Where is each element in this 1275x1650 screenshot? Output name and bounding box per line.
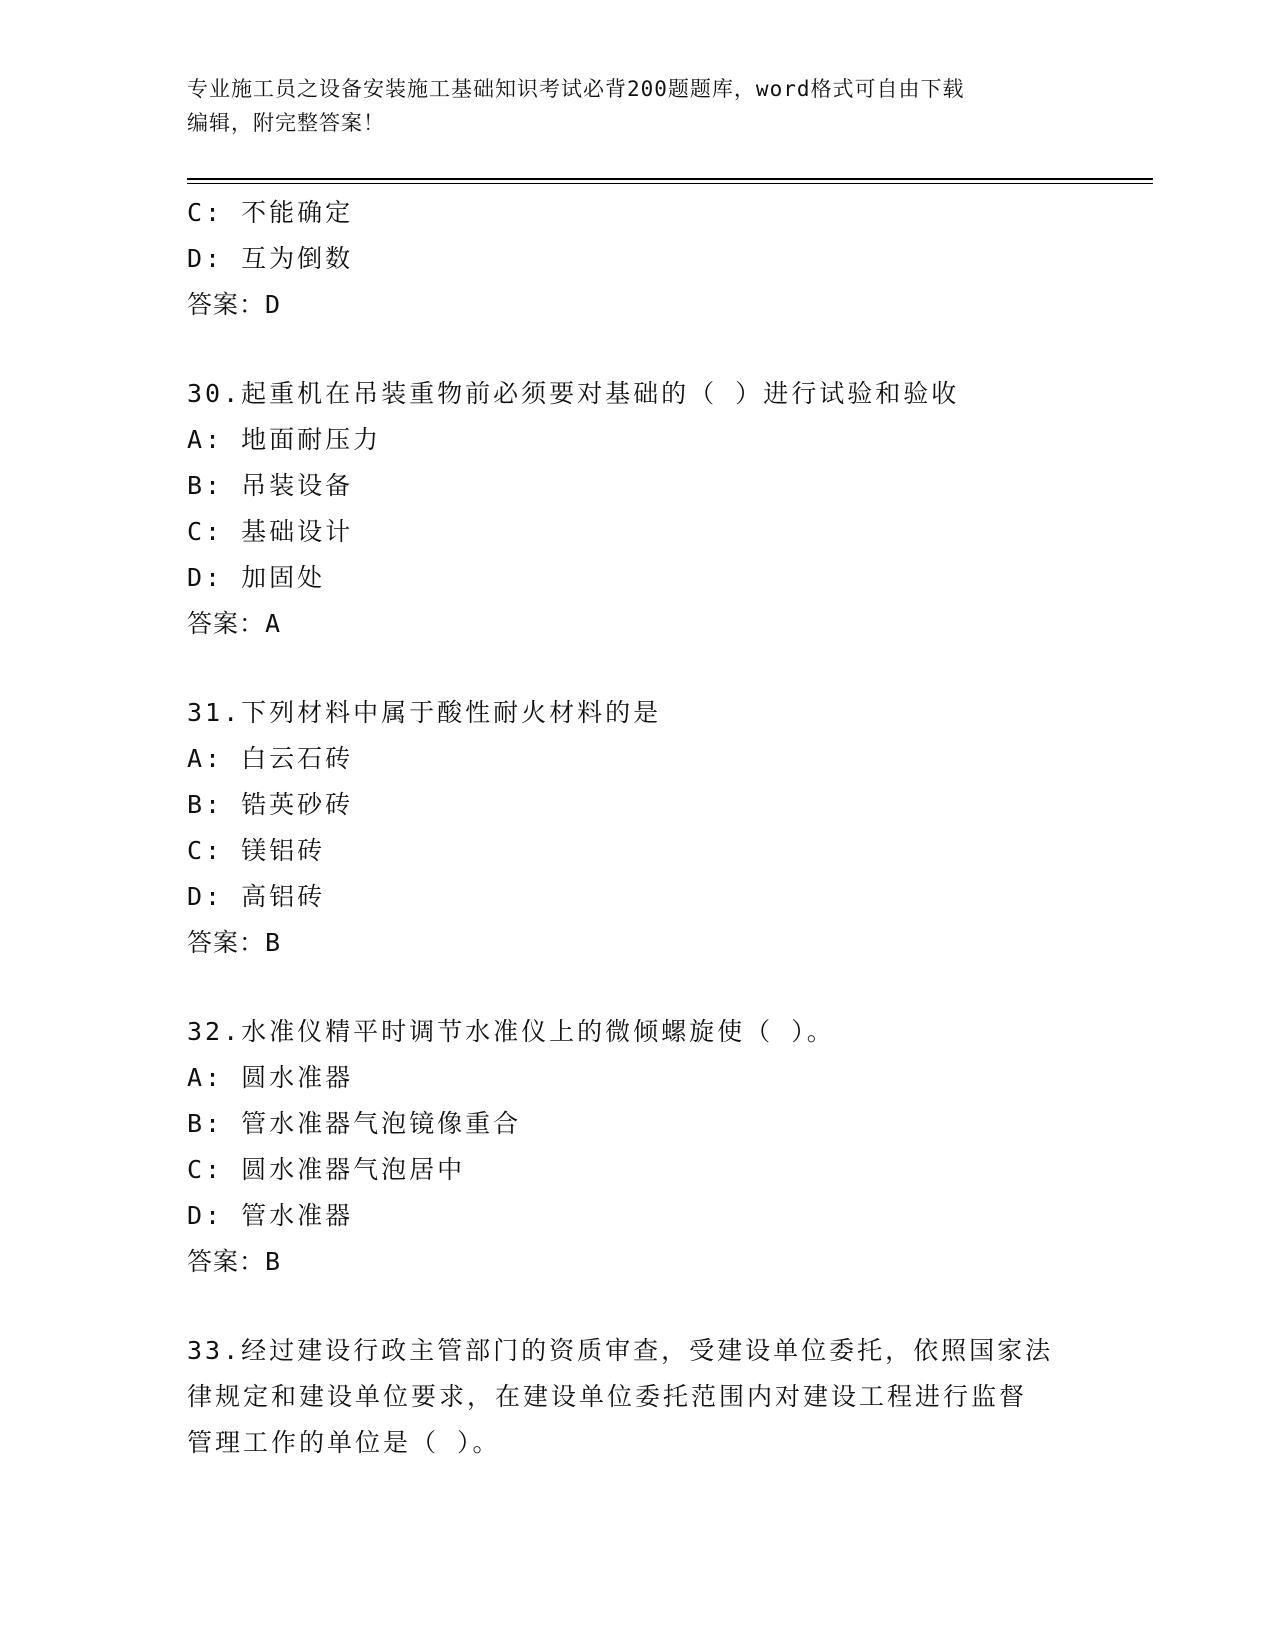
option-a: A: 圆水准器 [187,1063,354,1092]
option-c: C: 不能确定 [187,198,354,227]
document-body [187,190,1087,1466]
option-b: B: 管水准器气泡镜像重合 [187,1109,522,1138]
header-line-2: 编辑，附完整答案！ [187,111,385,135]
question-stem-line-1: 33.经过建设行政主管部门的资质审查，受建设单位委托，依照国家法 [187,1336,1054,1365]
spacer [187,966,1087,1009]
option-b: B: 吊装设备 [187,471,354,500]
question-30 [187,371,1087,647]
question-29-continued [187,190,1087,328]
question-32 [187,1009,1087,1285]
question-stem: 31.下列材料中属于酸性耐火材料的是 [187,698,662,727]
question-31 [187,690,1087,966]
answer-line: 答案：D [187,290,282,319]
spacer [187,647,1087,690]
answer-line: 答案：A [187,609,282,638]
spacer [187,1285,1087,1328]
option-c: C: 镁铝砖 [187,836,326,865]
option-c: C: 圆水准器气泡居中 [187,1155,466,1184]
spacer [187,328,1087,371]
answer-line: 答案：B [187,928,282,957]
header-rule-thin [187,183,1153,184]
option-d: D: 管水准器 [187,1201,354,1230]
answer-line: 答案：B [187,1247,282,1276]
document-header [187,72,1067,140]
option-a: A: 白云石砖 [187,744,354,773]
option-c: C: 基础设计 [187,517,354,546]
header-rule-thick [187,178,1153,180]
option-d: D: 加固处 [187,563,326,592]
question-stem: 30.起重机在吊装重物前必须要对基础的（ ）进行试验和验收 [187,379,960,408]
option-b: B: 锆英砂砖 [187,790,354,819]
question-33 [187,1328,1087,1466]
question-stem: 32.水准仪精平时调节水准仪上的微倾螺旋使（ ）。 [187,1017,835,1046]
option-d: D: 互为倒数 [187,244,354,273]
question-stem-line-2: 律规定和建设单位要求，在建设单位委托范围内对建设工程进行监督 [187,1382,1028,1411]
question-stem-line-3: 管理工作的单位是（ ）。 [187,1428,501,1457]
option-a: A: 地面耐压力 [187,425,382,454]
option-d: D: 高铝砖 [187,882,326,911]
header-line-1: 专业施工员之设备安装施工基础知识考试必背200题题库，word格式可自由下载 [187,77,965,101]
